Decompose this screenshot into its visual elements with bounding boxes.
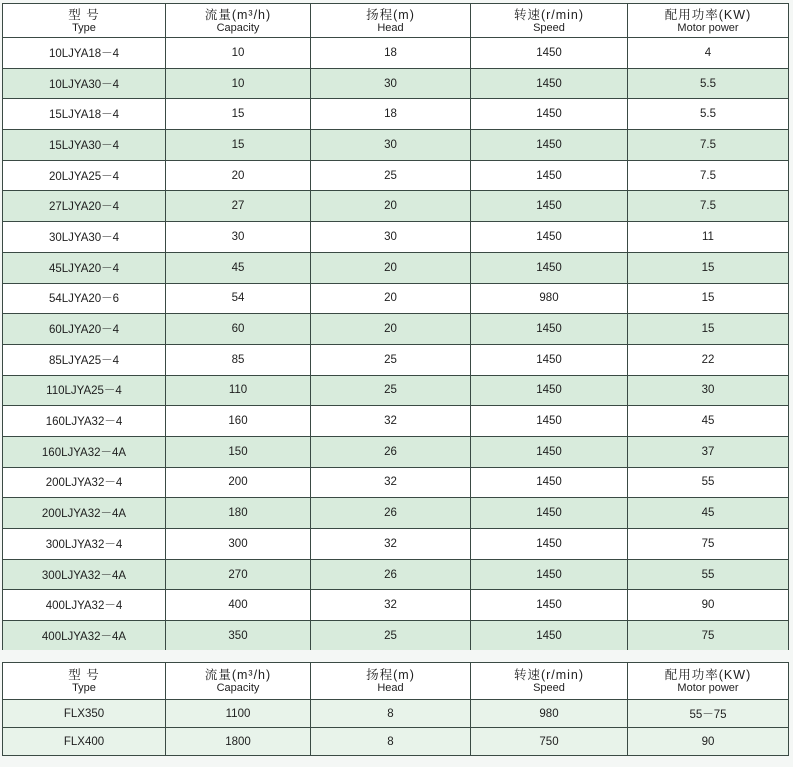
cell-head: 20 bbox=[311, 191, 471, 222]
cell-motor-power: 7.5 bbox=[628, 191, 789, 222]
cell-capacity: 110 bbox=[166, 375, 311, 406]
cell-capacity: 180 bbox=[166, 498, 311, 529]
cell-motor-power: 30 bbox=[628, 375, 789, 406]
cell-capacity: 270 bbox=[166, 559, 311, 590]
cell-motor-power: 55 bbox=[628, 467, 789, 498]
cell-type: 10LJYA18－4 bbox=[3, 38, 166, 69]
cell-head: 30 bbox=[311, 130, 471, 161]
table-row bbox=[3, 252, 789, 283]
cell-capacity: 27 bbox=[166, 191, 311, 222]
table-header bbox=[3, 4, 789, 38]
table-row bbox=[3, 160, 789, 191]
table-row bbox=[3, 38, 789, 69]
col-header-type: 型 号 Type bbox=[3, 4, 166, 38]
cell-head: 25 bbox=[311, 375, 471, 406]
table-row bbox=[3, 283, 789, 314]
cell-head: 26 bbox=[311, 436, 471, 467]
cell-capacity: 45 bbox=[166, 252, 311, 283]
cell-type: 85LJYA25－4 bbox=[3, 344, 166, 375]
cell-motor-power: 90 bbox=[628, 590, 789, 621]
cell-motor-power: 55－75 bbox=[628, 700, 789, 728]
table-row bbox=[3, 559, 789, 590]
table-row bbox=[3, 700, 789, 728]
table-body bbox=[3, 38, 789, 652]
cell-type: 110LJYA25－4 bbox=[3, 375, 166, 406]
cell-capacity: 200 bbox=[166, 467, 311, 498]
cell-type: 160LJYA32－4A bbox=[3, 436, 166, 467]
table-row bbox=[3, 436, 789, 467]
cell-motor-power: 5.5 bbox=[628, 68, 789, 99]
table-row bbox=[3, 467, 789, 498]
cell-speed: 750 bbox=[471, 728, 628, 756]
col-header-capacity: 流量(m³/h) Capacity bbox=[166, 663, 311, 700]
cell-capacity: 160 bbox=[166, 406, 311, 437]
lj-pump-spec-table bbox=[2, 3, 789, 652]
col-header-head: 扬程(m) Head bbox=[311, 663, 471, 700]
cell-type: 300LJYA32－4A bbox=[3, 559, 166, 590]
cell-type: FLX350 bbox=[3, 700, 166, 728]
cell-motor-power: 90 bbox=[628, 728, 789, 756]
cell-capacity: 350 bbox=[166, 621, 311, 652]
table-row bbox=[3, 498, 789, 529]
cell-head: 26 bbox=[311, 498, 471, 529]
table-row bbox=[3, 99, 789, 130]
cell-head: 26 bbox=[311, 559, 471, 590]
cell-head: 20 bbox=[311, 252, 471, 283]
cell-head: 8 bbox=[311, 728, 471, 756]
cell-type: 400LJYA32－4A bbox=[3, 621, 166, 652]
cell-speed: 1450 bbox=[471, 406, 628, 437]
col-header-motor-power: 配用功率(KW) Motor power bbox=[628, 4, 789, 38]
cell-type: 60LJYA20－4 bbox=[3, 314, 166, 345]
cell-motor-power: 11 bbox=[628, 222, 789, 253]
cell-head: 32 bbox=[311, 467, 471, 498]
cell-speed: 1450 bbox=[471, 68, 628, 99]
cell-speed: 1450 bbox=[471, 38, 628, 69]
flx-pump-spec-table bbox=[2, 662, 789, 756]
cell-speed: 980 bbox=[471, 283, 628, 314]
table-row bbox=[3, 621, 789, 652]
cell-type: 27LJYA20－4 bbox=[3, 191, 166, 222]
table-header bbox=[3, 663, 789, 700]
cell-capacity: 15 bbox=[166, 99, 311, 130]
cell-type: 300LJYA32－4 bbox=[3, 529, 166, 560]
cell-motor-power: 22 bbox=[628, 344, 789, 375]
cell-motor-power: 15 bbox=[628, 283, 789, 314]
cell-capacity: 10 bbox=[166, 68, 311, 99]
col-header-capacity: 流量(m³/h) Capacity bbox=[166, 4, 311, 38]
cell-type: FLX400 bbox=[3, 728, 166, 756]
cell-motor-power: 7.5 bbox=[628, 160, 789, 191]
table-row bbox=[3, 314, 789, 345]
cell-speed: 1450 bbox=[471, 314, 628, 345]
cell-speed: 980 bbox=[471, 700, 628, 728]
table-row bbox=[3, 222, 789, 253]
cell-capacity: 1100 bbox=[166, 700, 311, 728]
cell-speed: 1450 bbox=[471, 621, 628, 652]
cell-head: 18 bbox=[311, 38, 471, 69]
cell-head: 30 bbox=[311, 68, 471, 99]
cell-type: 20LJYA25－4 bbox=[3, 160, 166, 191]
table-row bbox=[3, 590, 789, 621]
cell-motor-power: 45 bbox=[628, 498, 789, 529]
cell-speed: 1450 bbox=[471, 160, 628, 191]
table-row bbox=[3, 375, 789, 406]
table-body bbox=[3, 700, 789, 756]
cell-motor-power: 5.5 bbox=[628, 99, 789, 130]
table-row bbox=[3, 191, 789, 222]
cell-speed: 1450 bbox=[471, 222, 628, 253]
table-row bbox=[3, 68, 789, 99]
cell-capacity: 300 bbox=[166, 529, 311, 560]
cell-motor-power: 15 bbox=[628, 252, 789, 283]
cell-head: 30 bbox=[311, 222, 471, 253]
cell-motor-power: 75 bbox=[628, 621, 789, 652]
cell-type: 10LJYA30－4 bbox=[3, 68, 166, 99]
cell-head: 8 bbox=[311, 700, 471, 728]
cell-speed: 1450 bbox=[471, 498, 628, 529]
cell-capacity: 85 bbox=[166, 344, 311, 375]
cell-head: 18 bbox=[311, 99, 471, 130]
cell-speed: 1450 bbox=[471, 375, 628, 406]
col-header-speed: 转速(r/min) Speed bbox=[471, 4, 628, 38]
cell-speed: 1450 bbox=[471, 559, 628, 590]
cell-head: 32 bbox=[311, 590, 471, 621]
table-row bbox=[3, 529, 789, 560]
cell-type: 15LJYA18－4 bbox=[3, 99, 166, 130]
cell-capacity: 30 bbox=[166, 222, 311, 253]
cell-speed: 1450 bbox=[471, 130, 628, 161]
cell-speed: 1450 bbox=[471, 467, 628, 498]
cell-head: 20 bbox=[311, 314, 471, 345]
table-row bbox=[3, 344, 789, 375]
cell-motor-power: 15 bbox=[628, 314, 789, 345]
cell-speed: 1450 bbox=[471, 191, 628, 222]
cell-type: 160LJYA32－4 bbox=[3, 406, 166, 437]
col-header-motor-power: 配用功率(KW) Motor power bbox=[628, 663, 789, 700]
cell-type: 200LJYA32－4 bbox=[3, 467, 166, 498]
cell-head: 32 bbox=[311, 406, 471, 437]
table-row bbox=[3, 130, 789, 161]
cell-capacity: 20 bbox=[166, 160, 311, 191]
cell-motor-power: 4 bbox=[628, 38, 789, 69]
cell-type: 45LJYA20－4 bbox=[3, 252, 166, 283]
cell-capacity: 150 bbox=[166, 436, 311, 467]
cell-speed: 1450 bbox=[471, 529, 628, 560]
cell-speed: 1450 bbox=[471, 344, 628, 375]
cell-motor-power: 7.5 bbox=[628, 130, 789, 161]
cell-speed: 1450 bbox=[471, 590, 628, 621]
cell-speed: 1450 bbox=[471, 99, 628, 130]
table-divider bbox=[0, 650, 793, 662]
cell-motor-power: 55 bbox=[628, 559, 789, 590]
cell-type: 30LJYA30－4 bbox=[3, 222, 166, 253]
cell-head: 25 bbox=[311, 621, 471, 652]
cell-capacity: 10 bbox=[166, 38, 311, 69]
cell-type: 200LJYA32－4A bbox=[3, 498, 166, 529]
table-row bbox=[3, 406, 789, 437]
cell-type: 54LJYA20－6 bbox=[3, 283, 166, 314]
cell-capacity: 400 bbox=[166, 590, 311, 621]
col-header-head: 扬程(m) Head bbox=[311, 4, 471, 38]
col-header-speed: 转速(r/min) Speed bbox=[471, 663, 628, 700]
cell-capacity: 60 bbox=[166, 314, 311, 345]
cell-type: 400LJYA32－4 bbox=[3, 590, 166, 621]
cell-head: 25 bbox=[311, 344, 471, 375]
table-row bbox=[3, 728, 789, 756]
cell-capacity: 15 bbox=[166, 130, 311, 161]
col-header-type: 型 号 Type bbox=[3, 663, 166, 700]
cell-speed: 1450 bbox=[471, 436, 628, 467]
cell-capacity: 54 bbox=[166, 283, 311, 314]
cell-type: 15LJYA30－4 bbox=[3, 130, 166, 161]
cell-capacity: 1800 bbox=[166, 728, 311, 756]
cell-motor-power: 45 bbox=[628, 406, 789, 437]
cell-motor-power: 75 bbox=[628, 529, 789, 560]
cell-head: 20 bbox=[311, 283, 471, 314]
cell-motor-power: 37 bbox=[628, 436, 789, 467]
cell-head: 32 bbox=[311, 529, 471, 560]
cell-speed: 1450 bbox=[471, 252, 628, 283]
cell-head: 25 bbox=[311, 160, 471, 191]
